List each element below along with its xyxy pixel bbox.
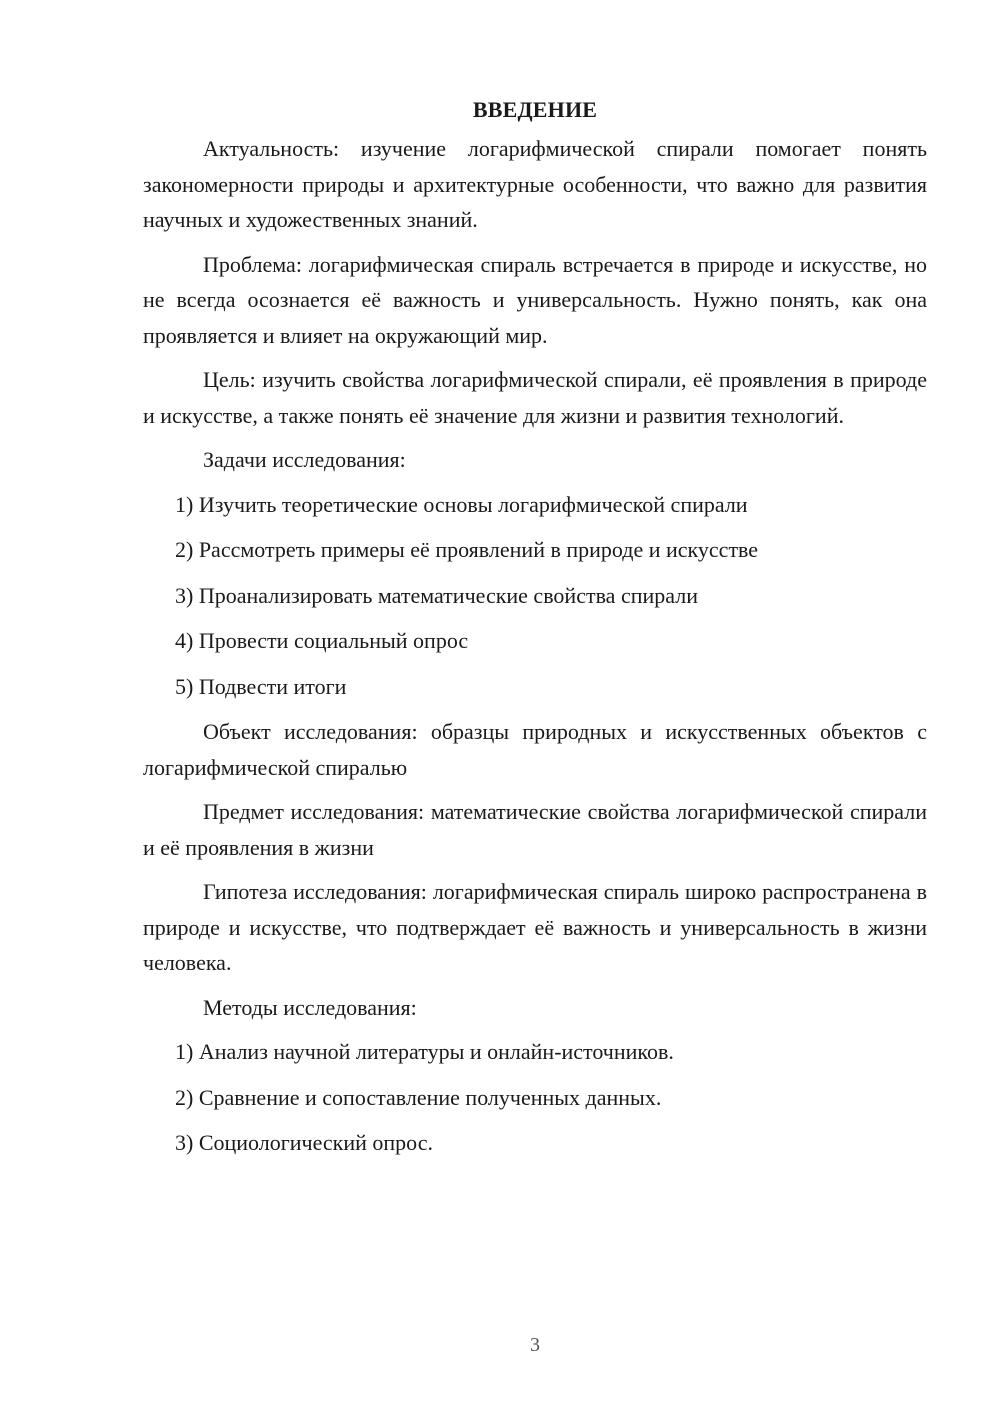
method-item: 1) Анализ научной литературы и онлайн-источников. xyxy=(175,1039,674,1064)
goal-paragraph: Цель: изучить свойства логарифмической спирали, её проявления в природе и искусстве, а также понять её значение для жизни и развития технологий. xyxy=(143,367,927,428)
tasks-heading: Задачи исследования: xyxy=(203,447,406,472)
task-item: 2) Рассмотреть примеры её проявлений в природе и искусстве xyxy=(175,537,759,562)
document-page xyxy=(143,92,927,1171)
task-item: 1) Изучить теоретические основы логарифмической спирали xyxy=(175,491,748,517)
task-item: 4) Провести социальный опрос xyxy=(175,628,469,653)
problem-paragraph: Проблема: логарифмическая спираль встречается в природе и искусстве, но не всегда осознается её важность и универсальность. Нужно понять, как она проявляется и влияет на окружающий мир. xyxy=(143,251,927,348)
method-item: 3) Социологический опрос. xyxy=(175,1130,433,1155)
method-item: 2) Сравнение и сопоставление полученных данных. xyxy=(175,1084,662,1110)
page-number: 3 xyxy=(530,1334,540,1356)
relevance-paragraph: Актуальность: изучение логарифмической спирали помогает понять закономерности природы и архитектурные особенности, что важно для развития научных и художественных знаний. xyxy=(143,136,927,232)
hypothesis-paragraph: Гипотеза исследования: логарифмическая спираль широко распространена в природе и искусстве, что подтверждает её важность и универсальность в жизни человека. xyxy=(143,879,927,975)
subject-paragraph: Предмет исследования: математические свойства логарифмической спирали и её проявления в жизни xyxy=(143,799,927,860)
object-paragraph: Объект исследования: образцы природных и искусственных объектов с логарифмической спиралью xyxy=(143,719,927,780)
methods-heading: Методы исследования: xyxy=(203,994,417,1020)
task-item: 5) Подвести итоги xyxy=(175,673,347,699)
section-title: ВВЕДЕНИЕ xyxy=(472,97,598,122)
task-item: 3) Проанализировать математические свойства спирали xyxy=(175,582,698,608)
